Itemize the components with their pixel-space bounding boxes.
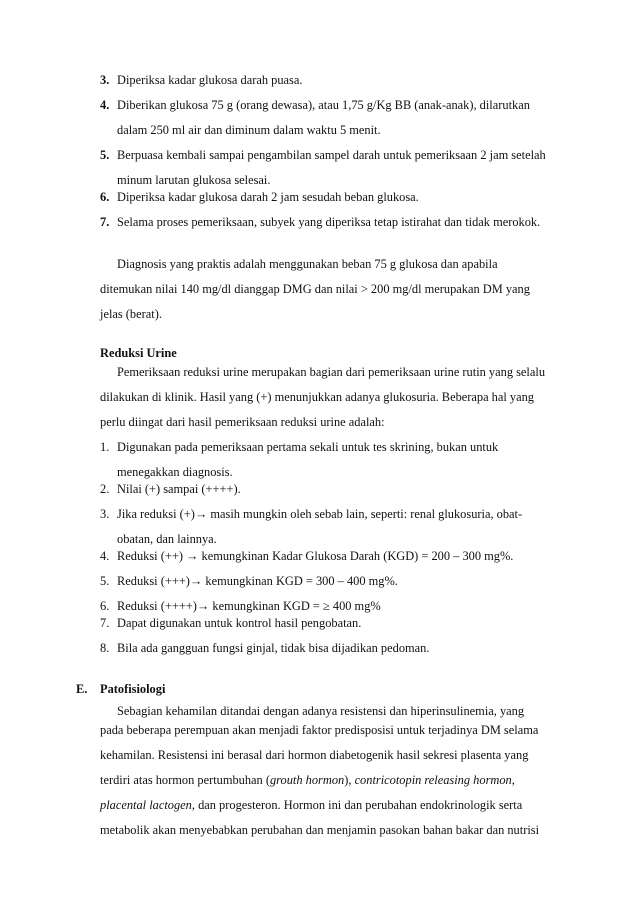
list-number: 2.	[100, 482, 110, 496]
list-number: 8.	[100, 641, 110, 655]
paragraph-line: Diagnosis yang praktis adalah menggunakan beban 75 g glukosa dan apabila	[117, 257, 498, 271]
list-item-text: Digunakan pada pemeriksaan pertama sekali untuk tes skrining, bukan untuk	[117, 440, 499, 454]
list-item-text: obatan, dan lainnya.	[117, 532, 217, 546]
list-number: 6.	[100, 599, 110, 613]
list-number: 3.	[100, 73, 110, 87]
list-number: 6.	[100, 190, 110, 204]
list-number: 5.	[100, 574, 110, 588]
list-number: 7.	[100, 616, 110, 630]
list-item-text: Bila ada gangguan fungsi ginjal, tidak bisa dijadikan pedoman.	[117, 641, 430, 655]
list-item-text: menegakkan diagnosis.	[117, 465, 233, 479]
paragraph-line: jelas (berat).	[100, 307, 162, 321]
paragraph-line: kehamilan. Resistensi ini berasal dari hormon diabetogenik hasil sekresi plasenta yang	[100, 748, 529, 762]
paragraph-line: Pemeriksaan reduksi urine merupakan bagian dari pemeriksaan urine rutin yang selalu	[117, 365, 546, 379]
list-number: 4.	[100, 98, 110, 112]
list-number: 7.	[100, 215, 110, 229]
list-item-text: Dapat digunakan untuk kontrol hasil pengobatan.	[117, 616, 362, 630]
paragraph-line: pada beberapa perempuan akan menjadi faktor predisposisi untuk terjadinya DM selama	[100, 723, 539, 737]
paragraph-line: perlu diingat dari hasil pemeriksaan reduksi urine adalah:	[100, 415, 385, 429]
paragraph-line: ditemukan nilai 140 mg/dl dianggap DMG dan nilai > 200 mg/dl merupakan DM yang	[100, 282, 530, 296]
list-item-text: Diberikan glukosa 75 g (orang dewasa), atau 1,75 g/Kg BB (anak-anak), dilarutkan	[117, 98, 530, 112]
italic-term: grouth hormon	[269, 773, 345, 787]
list-item-text: Reduksi (++) → kemungkinan Kadar Glukosa Darah (KGD) = 200 – 300 mg%.	[117, 549, 514, 563]
paragraph-line: metabolik akan menyebabkan perubahan dan menjamin pasokan bahan bakar dan nutrisi	[100, 823, 540, 837]
text-run: , dan progesteron. Hormon ini dan perubahan endokrinologik serta	[191, 798, 523, 812]
section-heading: Patofisiologi	[100, 682, 166, 696]
list-item-text: minum larutan glukosa selesai.	[117, 173, 271, 187]
paragraph-line	[100, 797, 522, 813]
list-number: 4.	[100, 549, 110, 563]
list-item-text: Berpuasa kembali sampai pengambilan sampel darah untuk pemeriksaan 2 jam setelah	[117, 148, 546, 162]
list-item-text: Diperiksa kadar glukosa darah puasa.	[117, 73, 303, 87]
section-heading: Reduksi Urine	[100, 346, 177, 360]
italic-term: contricotopin releasing hormon,	[354, 773, 515, 787]
text-run: terdiri atas hormon pertumbuhan (	[100, 773, 270, 787]
section-letter: E.	[76, 682, 88, 696]
list-item-text: Jika reduksi (+)→ masih mungkin oleh sebab lain, seperti: renal glukosuria, obat-	[117, 507, 523, 521]
list-item-text: Selama proses pemeriksaan, subyek yang diperiksa tetap istirahat dan tidak merokok.	[117, 215, 541, 229]
list-item-text: Reduksi (+++)→ kemungkinan KGD = 300 – 400 mg%.	[117, 574, 398, 588]
list-item-text: dalam 250 ml air dan diminum dalam waktu 5 menit.	[117, 123, 381, 137]
list-item-text: Reduksi (++++)→ kemungkinan KGD = ≥ 400 mg%	[117, 599, 381, 613]
list-number: 3.	[100, 507, 110, 521]
list-item-text: Nilai (+) sampai (++++).	[117, 482, 241, 496]
list-item-text: Diperiksa kadar glukosa darah 2 jam sesudah beban glukosa.	[117, 190, 419, 204]
paragraph-line: dilakukan di klinik. Hasil yang (+) menunjukkan adanya glukosuria. Beberapa hal yang	[100, 390, 535, 404]
paragraph-line	[100, 772, 515, 788]
italic-term: placental lactogen	[100, 798, 192, 812]
list-number: 5.	[100, 148, 110, 162]
text-run: ),	[344, 773, 355, 787]
list-number: 1.	[100, 440, 110, 454]
paragraph-line: Sebagian kehamilan ditandai dengan adanya resistensi dan hiperinsulinemia, yang	[117, 704, 525, 718]
